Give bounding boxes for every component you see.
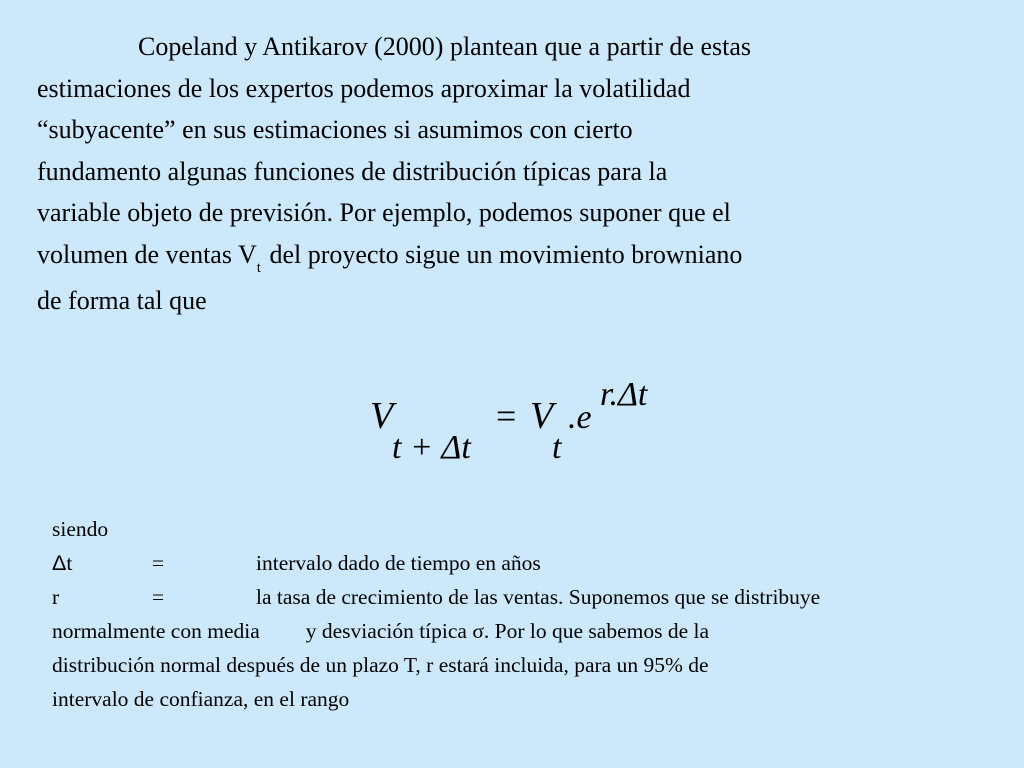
paragraph-line-2: estimaciones de los expertos podemos aproximar la volatilidad	[37, 73, 691, 103]
paragraph-line-7: de forma tal que	[37, 286, 207, 315]
formula-rhs-var: V	[530, 395, 554, 437]
definition-text: intervalo dado de tiempo en años	[256, 551, 541, 575]
formula-lhs-subscript: t + Δt	[392, 429, 471, 466]
paragraph-line-1: Copeland y Antikarov (2000) plantean que a partir de estas	[138, 32, 751, 61]
definition-continuation-1: normalmente con media y desviación típica σ. Por lo que sabemos de la	[52, 619, 710, 643]
definitions-intro: siendo	[52, 517, 109, 541]
formula-lhs-var: V	[370, 395, 394, 437]
intro-paragraph	[37, 26, 1017, 322]
paragraph-line-3: “subyacente” en sus estimaciones si asumimos con cierto	[37, 115, 633, 144]
formula-exponent: r.Δt	[600, 376, 648, 413]
definition-continuation-3: intervalo de confianza, en el rango	[52, 687, 350, 711]
definition-symbol: Δt	[52, 551, 73, 575]
definition-continuation-2: distribución normal después de un plazo T, r estará incluida, para un 95% de	[52, 653, 709, 677]
definition-row-delta-t	[52, 546, 1017, 580]
subscript-t: t	[256, 259, 261, 276]
definition-row-r	[52, 580, 1017, 614]
paragraph-line-5: variable objeto de previsión. Por ejemplo, podemos suponer que el	[37, 198, 731, 227]
definition-text: la tasa de crecimiento de las ventas. Suponemos que se distribuye	[256, 585, 821, 609]
definitions-block	[52, 512, 1017, 716]
paragraph-line-4: fundamento algunas funciones de distribución típicas para la	[37, 156, 668, 186]
formula-rhs-subscript: t	[552, 429, 562, 466]
definition-symbol: r	[52, 585, 60, 609]
definition-equals: =	[152, 551, 165, 575]
definition-equals: =	[152, 585, 165, 609]
paragraph-line-6: volumen de ventas $V_t$ del proyecto sigue un movimiento browniano	[37, 239, 743, 276]
formula-dot-e: .e	[568, 399, 592, 436]
formula-equals: =	[496, 396, 517, 436]
